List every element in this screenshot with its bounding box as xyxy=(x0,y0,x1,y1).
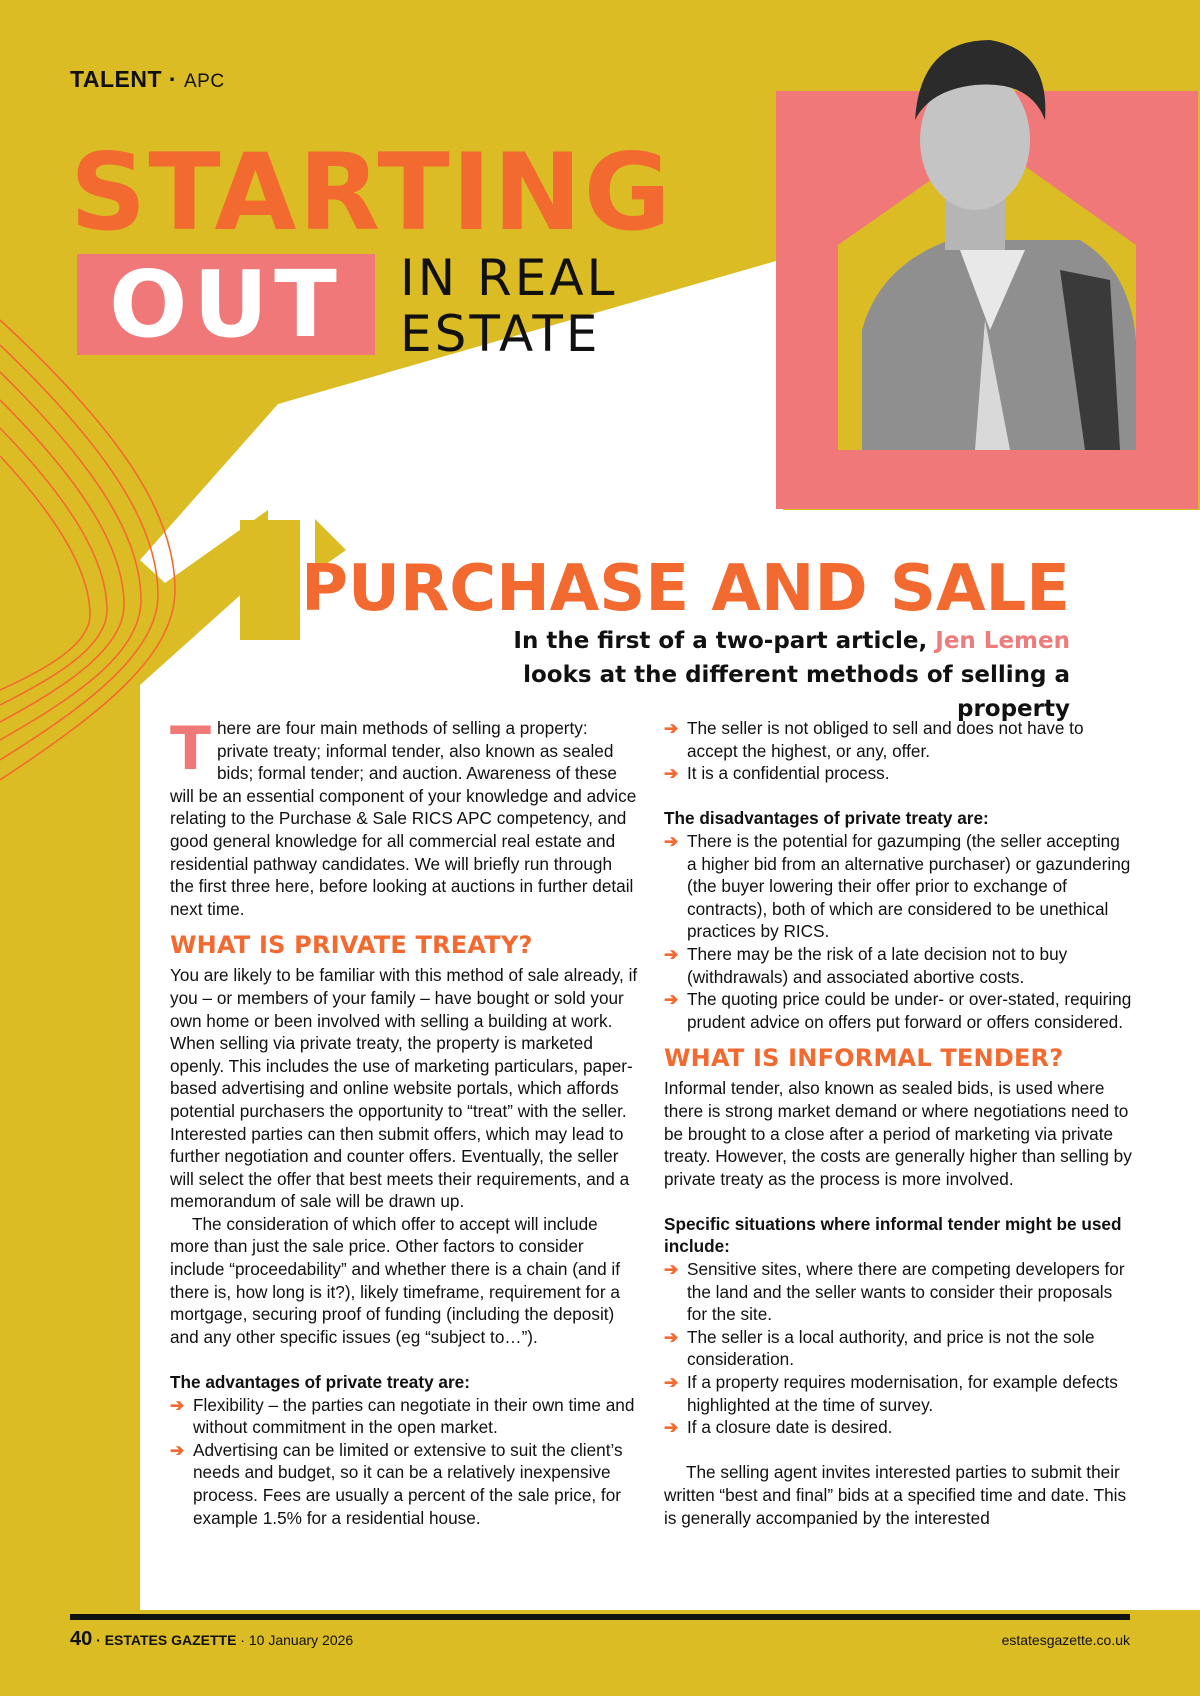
footer-rule xyxy=(70,1614,1130,1620)
chimney-shape xyxy=(240,520,300,640)
arrow-icon: ➔ xyxy=(664,830,679,851)
title-starting: STARTING xyxy=(70,131,673,254)
situations-list xyxy=(664,1258,1134,1439)
situations-heading: Specific situations where informal tender might be used include: xyxy=(664,1213,1122,1257)
advantages-list xyxy=(170,1394,640,1530)
author-name: Jen Lemen xyxy=(935,628,1070,654)
article-standfirst xyxy=(450,624,1070,726)
arrow-icon: ➔ xyxy=(170,1439,185,1460)
title-in-real: IN REAL xyxy=(400,249,618,307)
list-item-text: Sensitive sites, where there are competing developers for the land and the seller wants to consider their proposals for the site. xyxy=(687,1259,1125,1325)
list-item-text: There is the potential for gazumping (the seller accepting a higher bid from an alternative purchaser) or gazundering (the buyer lowering their offer prior to exchange of contracts), both of which are considered to be unethical practices by RICS. xyxy=(687,830,1131,942)
arrow-icon: ➔ xyxy=(664,989,679,1010)
final-paragraph: The selling agent invites interested parties to submit their written “best and final” bids at a specified time and date. This is generally accompanied by the interested xyxy=(664,1462,1127,1528)
arrow-icon: ➔ xyxy=(170,1394,185,1415)
publication-name: ESTATES GAZETTE xyxy=(104,1632,237,1648)
article-headline: PURCHASE AND SALE xyxy=(301,552,1070,626)
list-item-text: The seller is a local authority, and price is not the sole consideration. xyxy=(687,1326,1095,1370)
list-item xyxy=(664,1371,1134,1416)
arrow-icon: ➔ xyxy=(664,1259,679,1280)
subsection-label: APC xyxy=(183,71,225,92)
section-label: TALENT xyxy=(70,66,163,92)
intro-text: here are four main methods of selling a property: private treaty; informal tender, also known as sealed bids; formal tender; and auction. Awareness of these will be an essential component of your knowledge and advice relating to the Purchase & Sale RICS APC competency, and good general knowledge for all commercial real estate and residential pathway candidates. We will briefly run through the first three here, before looking at auctions in further detail next time. xyxy=(170,718,637,919)
list-item xyxy=(664,988,1134,1033)
title-estate: ESTATE xyxy=(400,305,601,363)
list-item-text: The quoting price could be under- or over-stated, requiring prudent advice on offers put forward or offers considered. xyxy=(687,989,1132,1032)
right-column xyxy=(664,717,1134,1529)
disadvantages-heading: The disadvantages of private treaty are: xyxy=(664,808,989,829)
private-treaty-paragraph: You are likely to be familiar with this method of sale already, if you – or members of your family – have bought or sold your own home or been involved with selling a building at work. When selling via private treaty, the property is marketed openly. This includes the use of marketing particulars, paper-based advertising and online website portals, which affords potential purchasers the opportunity to “treat” with the seller. Interested parties can then submit offers, which may lead to further negotiation and counter offers. Eventually, the seller will select the offer that best meets their requirements, and a memorandum of sale will be drawn up. xyxy=(170,965,638,1212)
advantages-heading: The advantages of private treaty are: xyxy=(170,1372,470,1393)
footer-folio: 40 · ESTATES GAZETTE · 10 January 2026 xyxy=(70,1628,354,1650)
heading-private-treaty: WHAT IS PRIVATE TREATY? xyxy=(170,931,533,960)
footer-website: estatesgazette.co.uk xyxy=(1001,1632,1130,1648)
arrow-icon: ➔ xyxy=(664,943,679,964)
intro-paragraph xyxy=(170,714,640,920)
list-item xyxy=(664,762,1134,785)
disadvantages-list xyxy=(664,830,1134,1033)
list-item xyxy=(664,830,1134,943)
issue-date: 10 January 2026 xyxy=(248,1632,354,1648)
drop-cap: T xyxy=(170,714,211,784)
list-item xyxy=(664,717,1134,762)
left-column xyxy=(170,714,640,1529)
arrow-icon: ➔ xyxy=(664,718,679,738)
informal-tender-paragraph: Informal tender, also known as sealed bids, is used where there is strong market demand or where negotiations need to be brought to a close after a period of marketing via private treaty. However, the costs are generally higher than selling by private treaty as the process is more involved. xyxy=(664,1078,1132,1189)
advantages-list-continued xyxy=(664,717,1134,785)
list-item-text: If a property requires modernisation, for example defects highlighted at the time of survey. xyxy=(687,1372,1118,1415)
list-item xyxy=(664,943,1134,988)
list-item xyxy=(170,1394,640,1439)
title-in-real-estate xyxy=(400,250,617,362)
standfirst-text-end: looks at the different methods of selling a property xyxy=(523,662,1070,722)
arrow-icon: ➔ xyxy=(664,1417,679,1438)
list-item-text: The seller is not obliged to sell and does not have to accept the highest, or any, offer. xyxy=(687,718,1084,761)
list-item xyxy=(664,1326,1134,1371)
list-item-text: If a closure date is desired. xyxy=(687,1417,893,1438)
list-item xyxy=(170,1439,640,1529)
standfirst-text: In the first of a two-part article, xyxy=(513,628,936,654)
consideration-paragraph: The consideration of which offer to accept will include more than just the sale price. Other factors to consider include “proceedability” and whether there is a chain (and if there is, how long is it?), likely timeframe, requirement for a mortgage, securing proof of funding (including the deposit) and any other specific issues (eg “subject to…”). xyxy=(170,1213,620,1347)
section-kicker: TALENT · APC xyxy=(70,66,225,92)
arrow-icon: ➔ xyxy=(664,763,679,784)
page-number: 40 xyxy=(70,1628,93,1650)
list-item-text: Advertising can be limited or extensive to suit the client’s needs and budget, so it can be a relatively inexpensive process. Fees are usually a percent of the sale price, for example 1.5% for a residential house. xyxy=(193,1439,623,1528)
list-item-text: Flexibility – the parties can negotiate in their own time and without commitment in the open market. xyxy=(193,1394,635,1438)
arrow-icon: ➔ xyxy=(664,1326,679,1347)
heading-informal-tender: WHAT IS INFORMAL TENDER? xyxy=(664,1044,1064,1073)
arrow-icon: ➔ xyxy=(664,1372,679,1393)
list-item-text: It is a confidential process. xyxy=(687,763,890,784)
title-out: OUT xyxy=(109,251,343,358)
list-item xyxy=(664,1258,1134,1326)
list-item xyxy=(664,1416,1134,1439)
list-item-text: There may be the risk of a late decision not to buy (withdrawals) and associated abortive costs. xyxy=(687,943,1068,987)
